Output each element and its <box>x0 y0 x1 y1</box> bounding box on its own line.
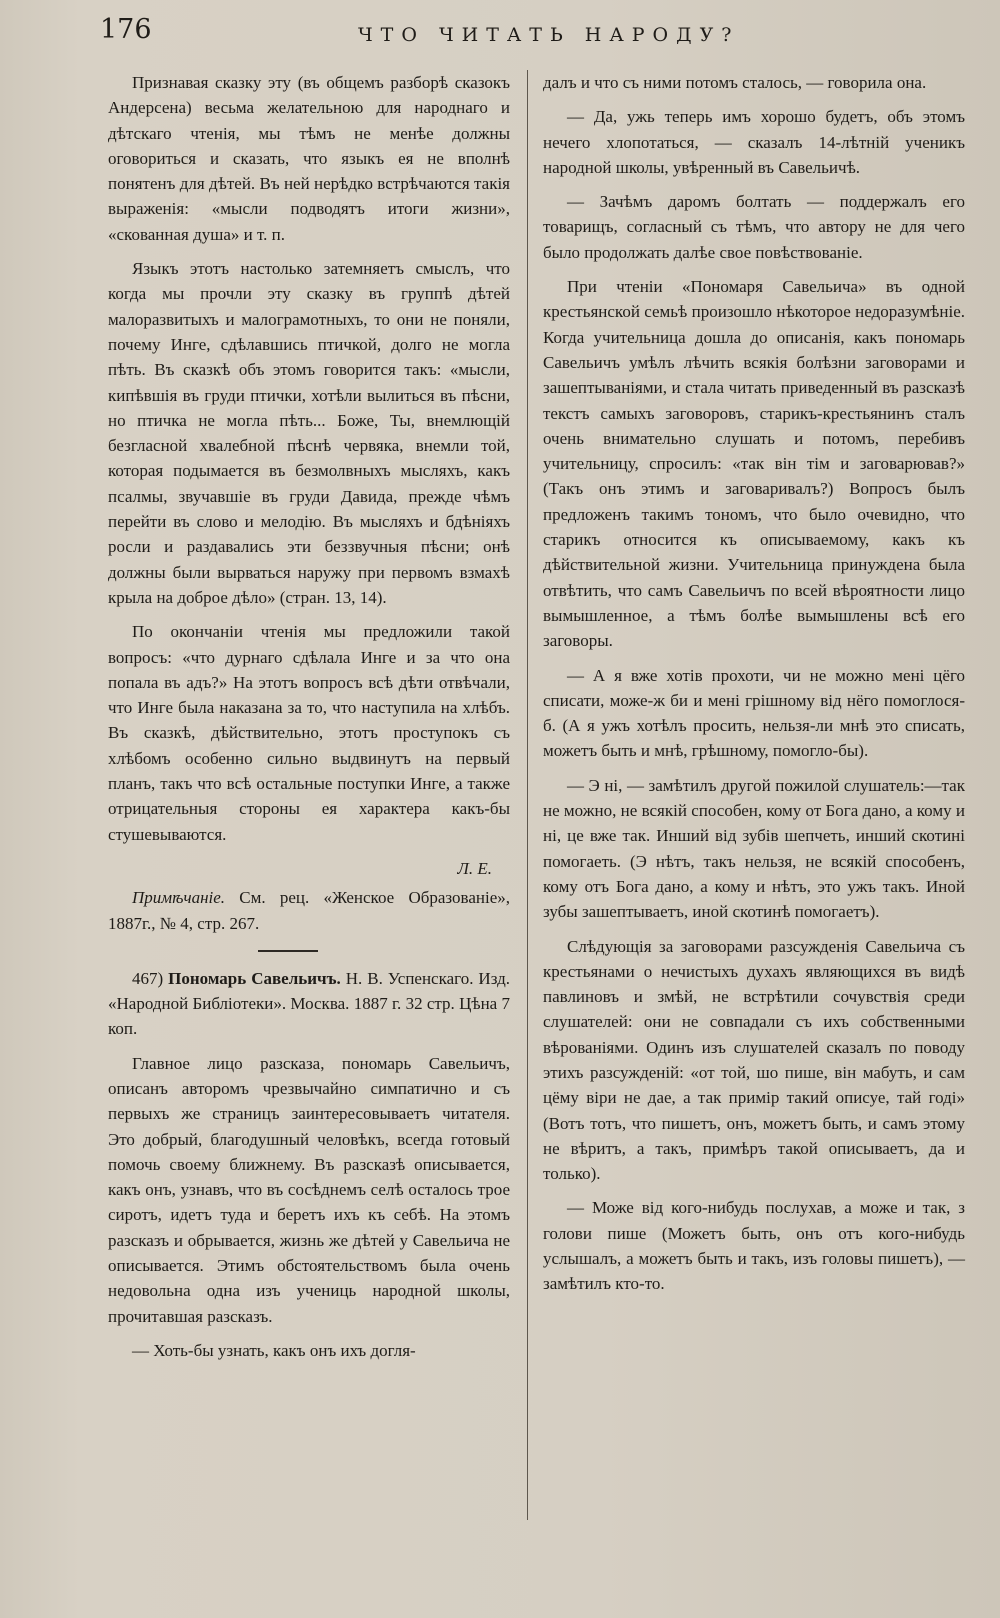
page-header <box>100 14 740 54</box>
paragraph: По окончаніи чтенія мы предложили такой вопросъ: «что дурнаго сдѣлала Инге и за что она попала въ адъ?» На этотъ вопросъ всѣ дѣти отвѣчали, что Инге была наказана за то, что наступила на хлѣбъ. Въ сказкѣ, дѣйствительно, этотъ проступокъ съ хлѣбомъ особенно сильно выдвинутъ на первый планъ, такъ что всѣ остальные поступки Инге, а также отрицательныя стороны ея характера какъ-бы стушевываются. <box>108 622 510 844</box>
paragraph: далъ и что съ ними потомъ сталось, — говорила она. <box>543 73 927 92</box>
running-title: ЧТО ЧИТАТЬ НАРОДУ? <box>358 24 740 46</box>
column-divider <box>527 70 528 1520</box>
paragraph: Слѣдующія за заговорами разсужденія Савельича съ крестьянами о нечистыхъ духахъ являющихся въ видѣ павлиновъ и змѣй, не встрѣтили сочувствія среди слушателей: они не совпадали съ ихъ собственными вѣрованіями. Одинъ изъ слушателей сказалъ по поводу этихъ разсужденій: «от той, шо пише, він мабуть, и сам цёму віри не дае, а так примір такий описуе, тай годі» (Вотъ тотъ, что пишетъ, онъ, можетъ быть, и самъ этому не вѣритъ, а такъ, примѣръ такой описываетъ, да и только). <box>543 936 965 1184</box>
paragraph: — Э ні, — замѣтилъ другой пожилой слушатель:—так не можно, не всякій способен, кому от Бога дано, а кому и ні, це вже так. Инший від зубів шепчеть, инший скотині помогаеть. (Э нѣтъ, такъ нельзя, не всякій способенъ, кому отъ Бога дано, а кому и нѣтъ, это ужъ такъ. Иной зубы зашептываетъ, иной скотинѣ помогаетъ). <box>543 775 965 922</box>
entry-title: Пономарь Савельичъ. <box>168 968 341 988</box>
footnote <box>108 885 510 936</box>
page-number: 176 <box>100 14 152 45</box>
paragraph: — Може від кого-нибудь послухав, а може и так, з голови пише (Можетъ быть, онъ отъ кого-нибудь услышалъ, а можетъ быть и такъ, изъ головы пишетъ), — замѣтилъ кто-то. <box>543 1198 965 1294</box>
paragraph: Главное лицо разсказа, пономарь Савельичъ, описанъ авторомъ чрезвычайно симпатично и съ первыхъ же страницъ заинтересовываетъ читателя. Это добрый, благодушный человѣкъ, всегда готовый помочь своему ближнему. Въ разсказѣ описывается, какъ онъ, узнавъ, что въ сосѣднемъ селѣ осталось трое сиротъ, идетъ туда и беретъ ихъ къ себѣ. На этомъ разсказъ и обрывается, жизнь же дѣтей у Савельича не описывается. Этимъ обстоятельствомъ была очень недовольна одна изъ учениць народной школы, прочитавшая разсказъ. <box>108 1053 510 1326</box>
paragraph: Языкъ этотъ настолько затемняетъ смыслъ, что когда мы прочли эту сказку въ группѣ дѣтей малоразвитыхъ и малограмотныхъ, то они не поняли, почему Инге, сдѣлавшись птичкой, долго не могла пѣть. Въ сказкѣ объ этомъ говорится такъ: «мысли, кипѣвшія въ груди птички, хотѣли вылиться въ пѣсни, но птичка не могла пѣть... Боже, Ты, внемлющій безгласной хвалебной пѣснѣ червяка, внемли той, которая подымается въ безмолвныхъ мысляхъ, какъ псалмы, звучавшіе въ груди Давида, прежде чѣмъ перейти въ слово и мелодію. Въ мысляхъ и бдѣніяхъ росли и раздавались эти беззвучныя пѣсни; онѣ должны были вырваться наружу при первомъ взмахѣ крыла на доброе дѣло» (стран. 13, 14). <box>108 259 510 607</box>
note-label: Примѣчаніе. <box>132 888 226 908</box>
paragraph: — Хоть-бы узнать, какъ онъ ихъ догля- <box>132 1340 416 1360</box>
note-text: См. рец. «Женское Образованіе», 1887г., № 4, стр. 267. <box>108 888 510 933</box>
paragraph: Признавая сказку эту (въ общемъ разборѣ сказокъ Андерсена) весьма желательною для народнаго и дѣтскаго чтенія, мы тѣмъ не менѣе должны оговориться и сказать, что языкъ ея не вполнѣ понятенъ для дѣтей. Въ ней нерѣдко встрѣчаются такія выраженія: «мысли подводятъ итоги жизни», «скованная душа» и т. п. <box>108 73 510 244</box>
paragraph: — Да, ужь теперь имъ хорошо будетъ, объ этомъ нечего хлопотаться, — сказалъ 14-лѣтній ученикъ народной школы, увѣренный въ Савельичѣ. <box>543 107 965 177</box>
paragraph: При чтеніи «Пономаря Савельича» въ одной крестьянской семьѣ произошло нѣкоторое недоразумѣніе. Когда учительница дошла до описанія, какъ пономарь Савельичъ умѣлъ лѣчить всякія болѣзни заговорами и зашептываніями, и стала читать приведенный въ разсказѣ текстъ самыхъ заговоровъ, старикъ-крестьянинъ сталъ очень внимательно слушать и потомъ, перебивъ учительницу, спросилъ: «так він тім и заговарював?» (Такъ онъ этимъ и заговаривалъ?) Вопросъ былъ предложенъ такимъ тономъ, что было очевидно, что старикъ относится къ описываемому, какъ къ дѣйствительной жизни. Учительница принуждена была отвѣтить, что самъ Савельичъ по всей вѣроятности лицо вымышленное, а тѣмъ болѣе вымышлены всѣ его заговоры. <box>543 277 965 651</box>
left-column <box>108 70 510 1372</box>
section-divider <box>258 950 318 952</box>
signature: Л. Е. <box>457 858 492 878</box>
entry-number: 467) <box>132 968 164 988</box>
paragraph: — А я вже хотів прохоти, чи не можно мені цёго списати, може-ж би и мені грішному від нёго помоглося-б. (А я ужъ хотѣлъ просить, нельзя-ли мнѣ это списать, можетъ быть и мнѣ, грѣшному, помогло-бы). <box>543 665 965 761</box>
entry-heading <box>108 966 510 1042</box>
right-column <box>543 70 965 1306</box>
entry-details: Н. В. Успенскаго. Изд. «Народной Библіотеки». Москва. 1887 г. 32 стр. Цѣна 7 коп. <box>108 968 510 1039</box>
paragraph: — Зачѣмъ даромъ болтать — поддержалъ его товарищъ, согласный съ тѣмъ, что автору не для чего было продолжать далѣе свое повѣствованіе. <box>543 192 965 262</box>
